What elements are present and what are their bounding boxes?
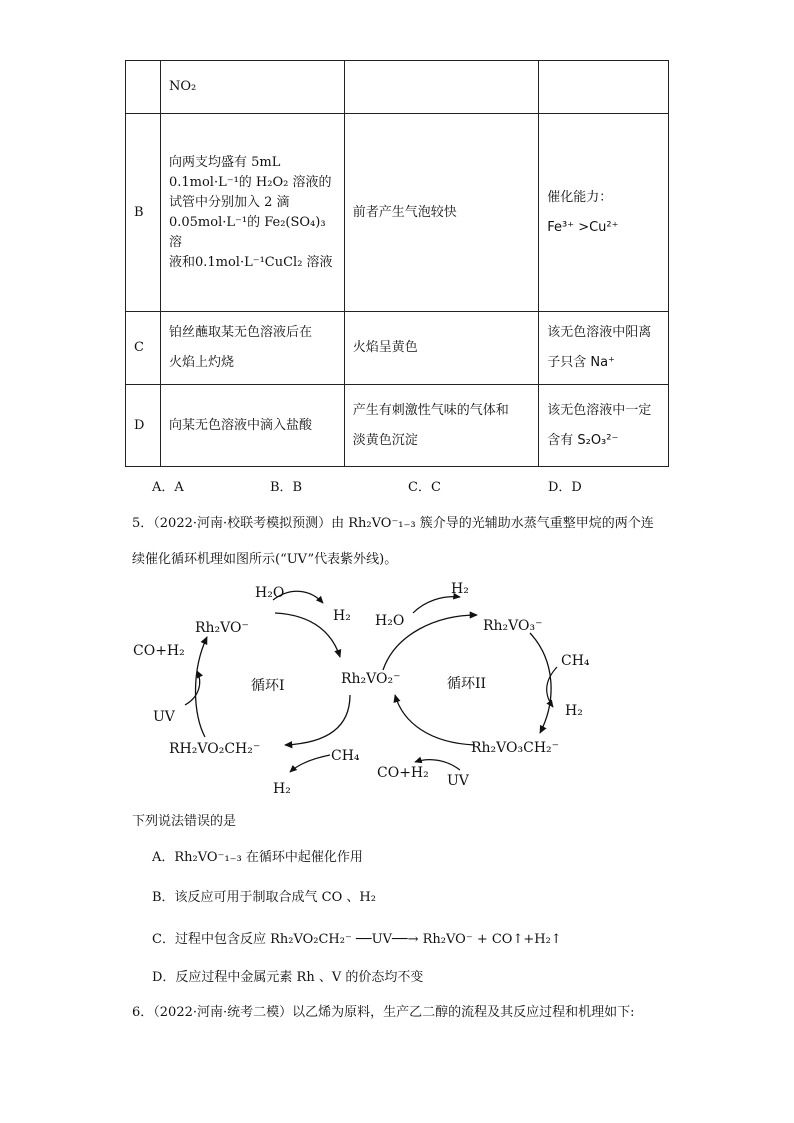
- row-label: [126, 61, 161, 114]
- label-h2-bottom: H₂: [273, 781, 291, 797]
- reagent-cell: NO₂: [160, 61, 344, 114]
- phenomenon-cell: 火焰呈黄色: [344, 312, 538, 385]
- label-uv-left: UV: [153, 709, 175, 725]
- option-b[interactable]: B．该反应可用于制取合成气 CO 、H₂: [152, 890, 376, 905]
- phenomenon-line: 产生有刺激性气味的气体和: [352, 402, 509, 418]
- ch4-in-arrow-right: [547, 667, 557, 707]
- table-row: [126, 312, 669, 385]
- label-rh2vo3: Rh₂VO₃⁻: [483, 618, 543, 634]
- reagent-cell: 向某无色溶液中滴入盐酸: [160, 385, 344, 467]
- conclusion-cell: [539, 114, 669, 312]
- reagent-line: 0.1mol·L⁻¹的 H₂O₂ 溶液的: [168, 174, 332, 190]
- label-h2o-right: H₂O: [375, 613, 405, 629]
- reagent-line: 向两支均盛有 5mL: [168, 154, 281, 170]
- h2o-in-arrow-right: [413, 597, 460, 613]
- label-rh2vo2: Rh₂VO₂⁻: [341, 671, 401, 687]
- cycle1-arrow-right: [285, 695, 350, 745]
- option-d[interactable]: D．反应过程中金属元素 Rh 、V 的价态均不变: [152, 970, 424, 985]
- option-c[interactable]: C．过程中包含反应 Rh₂VO₂CH₂⁻ ──UV──→ Rh₂VO⁻ + CO↑+H₂↑: [152, 932, 562, 947]
- conclusion-line: 催化能力：: [547, 189, 613, 205]
- q5-question: 下列说法错误的是: [132, 814, 237, 829]
- q5-stem-line2: 续催化循环机理如图所示(“UV”代表紫外线)。: [132, 552, 398, 567]
- row-label: D: [126, 385, 161, 467]
- q5-stem-line1: 5．（2022·河南·校联考模拟预测）由 Rh₂VO⁻₁₋₃ 簇介导的光辅助水蒸气重整甲烷的两个连: [132, 516, 654, 531]
- reagent-line: 试管中分别加入 2 滴: [168, 194, 290, 210]
- conclusion-line: 含有 S₂O₃²⁻: [547, 432, 619, 448]
- label-h2o-left: H₂O: [255, 585, 285, 601]
- uv-arrow-left: [185, 671, 200, 705]
- conclusion-cell: [539, 312, 669, 385]
- label-uv-bottom: UV: [447, 773, 469, 789]
- phenomenon-line: 淡黄色沉淀: [352, 432, 418, 448]
- reagent-cell: [160, 312, 344, 385]
- table-row: [126, 114, 669, 312]
- row-label: C: [126, 312, 161, 385]
- choice-c[interactable]: C．C: [408, 480, 441, 495]
- row-label: B: [126, 114, 161, 312]
- conclusion-cell: [539, 61, 669, 114]
- reagent-line: 0.05mol·L⁻¹的 Fe₂(SO₄)₃溶: [168, 214, 326, 250]
- cycle2-arrow-bottom: [395, 695, 475, 745]
- ch4-in-arrow-bottom: [290, 755, 330, 772]
- label-ch4-bottom: CH₄: [331, 748, 360, 764]
- experiment-table: [125, 60, 669, 467]
- conclusion-line: 该无色溶液中一定: [547, 402, 652, 418]
- reagent-line: 火焰上灼烧: [168, 355, 234, 370]
- label-ch4-right: CH₄: [561, 653, 590, 669]
- conclusion-cell: [539, 385, 669, 467]
- cycle1-arrow-left: [196, 637, 208, 737]
- conclusion-line: Fe³⁺ >Cu²⁺: [547, 219, 619, 235]
- choice-a[interactable]: A．A: [152, 480, 184, 495]
- label-h2-right-top: H₂: [451, 581, 469, 597]
- reagent-line: 液和0.1mol·L⁻¹CuCl₂ 溶液: [168, 254, 333, 270]
- conclusion-line: 子只含 Na⁺: [547, 355, 615, 370]
- phenomenon-cell: 前者产生气泡较快: [344, 114, 538, 312]
- phenomenon-cell: [344, 385, 538, 467]
- conclusion-line: 该无色溶液中阳离: [547, 325, 652, 340]
- label-h2-left-top: H₂: [333, 608, 351, 624]
- label-cycle2: 循环II: [447, 676, 487, 692]
- label-rh2vo2ch2: RH₂VO₂CH₂⁻: [169, 741, 261, 757]
- option-a[interactable]: A．Rh₂VO⁻₁₋₃ 在循环中起催化作用: [152, 850, 363, 865]
- table-row: [126, 385, 669, 467]
- phenomenon-cell: [344, 61, 538, 114]
- choice-b[interactable]: B．B: [270, 480, 303, 495]
- cycle1-arrow-top: [275, 613, 340, 657]
- label-cycle1: 循环I: [251, 678, 285, 694]
- label-co-h2-bottom: CO+H₂: [377, 765, 429, 781]
- q6-stem-line1: 6．（2022·河南·统考二模）以乙烯为原料，生产乙二醇的流程及其反应过程和机理如下:: [132, 1005, 635, 1020]
- catalytic-cycle-diagram: [125, 575, 595, 805]
- table-row: [126, 61, 669, 114]
- reagent-line: 铂丝蘸取某无色溶液后在: [168, 325, 312, 340]
- label-co-h2-left: CO+H₂: [133, 643, 185, 659]
- label-rh2vo: Rh₂VO⁻: [195, 620, 249, 636]
- label-h2-right: H₂: [565, 703, 583, 719]
- label-rh2vo3ch2: Rh₂VO₃CH₂⁻: [471, 740, 560, 756]
- reagent-cell: [160, 114, 344, 312]
- choice-d[interactable]: D．D: [548, 480, 582, 495]
